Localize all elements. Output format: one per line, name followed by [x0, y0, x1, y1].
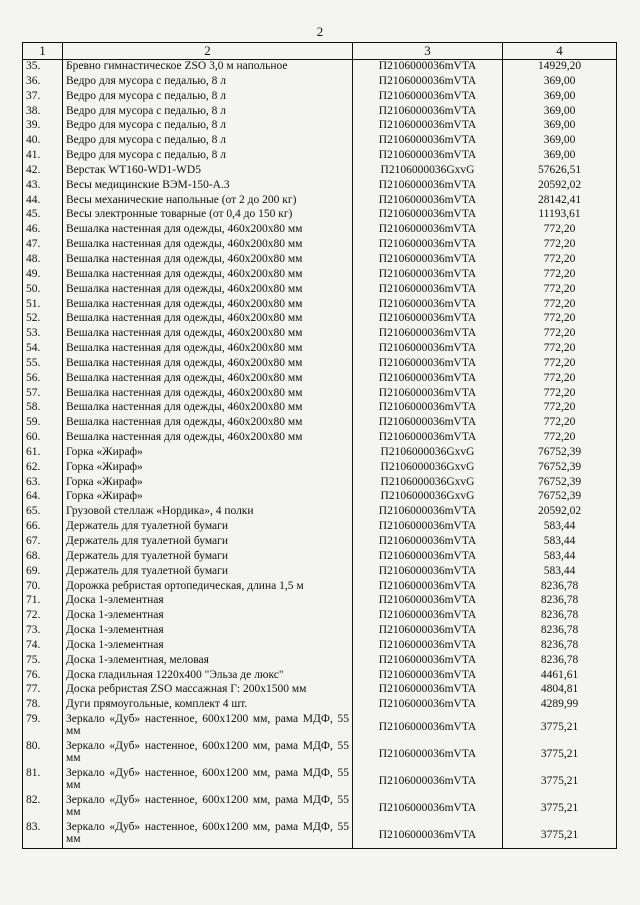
item-code: П2106000036mVTA [353, 505, 503, 520]
item-code: П2106000036mVTA [353, 416, 503, 431]
item-price: 583,44 [503, 520, 617, 535]
item-price: 772,20 [503, 327, 617, 342]
item-price: 3775,21 [503, 740, 617, 767]
row-number: 80. [23, 740, 63, 767]
item-name: Горка «Жираф» [63, 490, 353, 505]
item-code: П2106000036mVTA [353, 179, 503, 194]
item-code: П2106000036mVTA [353, 149, 503, 164]
item-price: 8236,78 [503, 624, 617, 639]
item-name: Ведро для мусора с педалью, 8 л [63, 75, 353, 90]
item-price: 772,20 [503, 357, 617, 372]
row-number: 44. [23, 194, 63, 209]
row-number: 78. [23, 698, 63, 713]
item-price: 28142,41 [503, 194, 617, 209]
table-row [23, 654, 617, 669]
table-row [23, 179, 617, 194]
row-number: 66. [23, 520, 63, 535]
column-header-2: 2 [63, 43, 353, 60]
table-row [23, 268, 617, 283]
item-code: П2106000036mVTA [353, 105, 503, 120]
item-code: П2106000036mVTA [353, 767, 503, 794]
table-row [23, 535, 617, 550]
item-code: П2106000036mVTA [353, 740, 503, 767]
item-name: Держатель для туалетной бумаги [63, 520, 353, 535]
item-name: Вешалка настенная для одежды, 460х200х80 мм [63, 268, 353, 283]
table-row [23, 105, 617, 120]
row-number: 42. [23, 164, 63, 179]
item-code: П2106000036mVTA [353, 75, 503, 90]
item-name: Доска 1-элементная [63, 639, 353, 654]
item-name: Вешалка настенная для одежды, 460х200х80 мм [63, 223, 353, 238]
item-code: П2106000036mVTA [353, 713, 503, 740]
item-name: Вешалка настенная для одежды, 460х200х80 мм [63, 327, 353, 342]
item-name: Ведро для мусора с педалью, 8 л [63, 149, 353, 164]
item-price: 76752,39 [503, 490, 617, 505]
table-row [23, 609, 617, 624]
table-row [23, 194, 617, 209]
row-number: 68. [23, 550, 63, 565]
table-row [23, 312, 617, 327]
table-row [23, 698, 617, 713]
table-row [23, 461, 617, 476]
item-name: Вешалка настенная для одежды, 460х200х80 мм [63, 253, 353, 268]
item-name: Ведро для мусора с педалью, 8 л [63, 105, 353, 120]
item-name: Доска 1-элементная [63, 624, 353, 639]
item-price: 772,20 [503, 238, 617, 253]
row-number: 64. [23, 490, 63, 505]
item-code: П2106000036mVTA [353, 594, 503, 609]
item-code: П2106000036mVTA [353, 119, 503, 134]
item-code: П2106000036GxvG [353, 490, 503, 505]
header-row [23, 43, 617, 60]
column-header-3: 3 [353, 43, 503, 60]
item-code: П2106000036mVTA [353, 312, 503, 327]
item-price: 369,00 [503, 90, 617, 105]
item-code: П2106000036mVTA [353, 580, 503, 595]
row-number: 72. [23, 609, 63, 624]
item-price: 8236,78 [503, 639, 617, 654]
item-code: П2106000036mVTA [353, 194, 503, 209]
item-name: Вешалка настенная для одежды, 460х200х80 мм [63, 238, 353, 253]
table-row [23, 683, 617, 698]
item-price: 76752,39 [503, 476, 617, 491]
item-price: 8236,78 [503, 654, 617, 669]
item-code: П2106000036mVTA [353, 609, 503, 624]
item-code: П2106000036mVTA [353, 698, 503, 713]
table-row [23, 60, 617, 75]
item-name: Зеркало «Дуб» настенное, 600х1200 мм, рама МДФ, 55 мм [63, 821, 353, 849]
item-name: Держатель для туалетной бумаги [63, 535, 353, 550]
table-row [23, 208, 617, 223]
row-number: 69. [23, 565, 63, 580]
item-price: 20592,02 [503, 505, 617, 520]
item-price: 4804,81 [503, 683, 617, 698]
item-code: П2106000036mVTA [353, 520, 503, 535]
row-number: 46. [23, 223, 63, 238]
item-code: П2106000036mVTA [353, 535, 503, 550]
item-name: Горка «Жираф» [63, 461, 353, 476]
table-row [23, 134, 617, 149]
item-name: Грузовой стеллаж «Нордика», 4 полки [63, 505, 353, 520]
item-price: 369,00 [503, 105, 617, 120]
table-row [23, 416, 617, 431]
item-code: П2106000036mVTA [353, 794, 503, 821]
item-code: П2106000036GxvG [353, 461, 503, 476]
item-price: 20592,02 [503, 179, 617, 194]
item-code: П2106000036mVTA [353, 550, 503, 565]
table-row [23, 520, 617, 535]
table-row [23, 387, 617, 402]
row-number: 77. [23, 683, 63, 698]
row-number: 47. [23, 238, 63, 253]
table-row [23, 490, 617, 505]
table-row [23, 446, 617, 461]
item-name: Вешалка настенная для одежды, 460х200х80 мм [63, 357, 353, 372]
row-number: 73. [23, 624, 63, 639]
item-code: П2106000036GxvG [353, 476, 503, 491]
item-price: 11193,61 [503, 208, 617, 223]
item-code: П2106000036mVTA [353, 624, 503, 639]
item-price: 583,44 [503, 565, 617, 580]
page-number: 2 [316, 24, 324, 39]
item-price: 369,00 [503, 149, 617, 164]
item-name: Вешалка настенная для одежды, 460х200х80 мм [63, 372, 353, 387]
item-code: П2106000036GxvG [353, 446, 503, 461]
row-number: 61. [23, 446, 63, 461]
item-code: П2106000036mVTA [353, 342, 503, 357]
item-price: 772,20 [503, 387, 617, 402]
row-number: 71. [23, 594, 63, 609]
item-price: 3775,21 [503, 713, 617, 740]
item-name: Вешалка настенная для одежды, 460х200х80 мм [63, 342, 353, 357]
item-price: 772,20 [503, 298, 617, 313]
row-number: 81. [23, 767, 63, 794]
item-name: Весы медицинские ВЭМ-150-А.3 [63, 179, 353, 194]
item-code: П2106000036mVTA [353, 357, 503, 372]
table-row [23, 283, 617, 298]
table-row [23, 821, 617, 849]
row-number: 58. [23, 401, 63, 416]
item-price: 583,44 [503, 550, 617, 565]
row-number: 35. [23, 60, 63, 75]
row-number: 51. [23, 298, 63, 313]
item-name: Горка «Жираф» [63, 446, 353, 461]
item-price: 76752,39 [503, 446, 617, 461]
item-price: 772,20 [503, 223, 617, 238]
item-name: Зеркало «Дуб» настенное, 600х1200 мм, рама МДФ, 55 мм [63, 794, 353, 821]
item-price: 772,20 [503, 253, 617, 268]
item-name: Ведро для мусора с педалью, 8 л [63, 90, 353, 105]
item-name: Ведро для мусора с педалью, 8 л [63, 134, 353, 149]
row-number: 59. [23, 416, 63, 431]
item-price: 8236,78 [503, 594, 617, 609]
row-number: 45. [23, 208, 63, 223]
item-price: 76752,39 [503, 461, 617, 476]
item-name: Вешалка настенная для одежды, 460х200х80 мм [63, 312, 353, 327]
item-code: П2106000036mVTA [353, 565, 503, 580]
table-row [23, 740, 617, 767]
table-row [23, 565, 617, 580]
item-code: П2106000036mVTA [353, 372, 503, 387]
item-code: П2106000036mVTA [353, 238, 503, 253]
table-row [23, 580, 617, 595]
table-row [23, 372, 617, 387]
row-number: 75. [23, 654, 63, 669]
item-name: Вешалка настенная для одежды, 460х200х80 мм [63, 298, 353, 313]
row-number: 82. [23, 794, 63, 821]
table-row [23, 149, 617, 164]
table-row [23, 342, 617, 357]
table-row [23, 253, 617, 268]
item-code: П2106000036mVTA [353, 669, 503, 684]
item-name: Зеркало «Дуб» настенное, 600х1200 мм, рама МДФ, 55 мм [63, 740, 353, 767]
item-price: 369,00 [503, 134, 617, 149]
row-number: 40. [23, 134, 63, 149]
item-name: Доска гладильная 1220х400 "Эльза де люкс" [63, 669, 353, 684]
table-row [23, 669, 617, 684]
table-header [23, 43, 617, 60]
item-name: Зеркало «Дуб» настенное, 600х1200 мм, рама МДФ, 55 мм [63, 767, 353, 794]
table-row [23, 90, 617, 105]
row-number: 36. [23, 75, 63, 90]
item-name: Держатель для туалетной бумаги [63, 550, 353, 565]
item-price: 583,44 [503, 535, 617, 550]
item-price: 4461,61 [503, 669, 617, 684]
item-name: Доска 1-элементная [63, 594, 353, 609]
row-number: 41. [23, 149, 63, 164]
item-price: 4289,99 [503, 698, 617, 713]
item-price: 369,00 [503, 119, 617, 134]
table-row [23, 223, 617, 238]
row-number: 54. [23, 342, 63, 357]
item-name: Ведро для мусора с педалью, 8 л [63, 119, 353, 134]
row-number: 53. [23, 327, 63, 342]
item-name: Горка «Жираф» [63, 476, 353, 491]
item-code: П2106000036mVTA [353, 134, 503, 149]
table-row [23, 238, 617, 253]
item-price: 772,20 [503, 372, 617, 387]
item-code: П2106000036mVTA [353, 654, 503, 669]
table-row [23, 767, 617, 794]
item-price: 3775,21 [503, 821, 617, 849]
table-row [23, 357, 617, 372]
item-code: П2106000036mVTA [353, 283, 503, 298]
inventory-table [22, 42, 617, 849]
item-code: П2106000036mVTA [353, 431, 503, 446]
table-row [23, 119, 617, 134]
item-name: Вешалка настенная для одежды, 460х200х80 мм [63, 401, 353, 416]
item-code: П2106000036mVTA [353, 401, 503, 416]
table-row [23, 431, 617, 446]
table-row [23, 164, 617, 179]
item-name: Доска ребристая ZSO массажная Г: 200х1500 мм [63, 683, 353, 698]
row-number: 43. [23, 179, 63, 194]
item-name: Весы электронные товарные (от 0,4 до 150 кг) [63, 208, 353, 223]
row-number: 48. [23, 253, 63, 268]
item-name: Доска 1-элементная, меловая [63, 654, 353, 669]
row-number: 55. [23, 357, 63, 372]
table-row [23, 594, 617, 609]
item-code: П2106000036GxvG [353, 164, 503, 179]
item-code: П2106000036mVTA [353, 208, 503, 223]
table-row [23, 75, 617, 90]
item-code: П2106000036mVTA [353, 683, 503, 698]
row-number: 62. [23, 461, 63, 476]
item-name: Держатель для туалетной бумаги [63, 565, 353, 580]
item-code: П2106000036mVTA [353, 90, 503, 105]
item-price: 772,20 [503, 283, 617, 298]
item-name: Вешалка настенная для одежды, 460х200х80 мм [63, 431, 353, 446]
item-name: Вешалка настенная для одежды, 460х200х80 мм [63, 416, 353, 431]
table-row [23, 298, 617, 313]
row-number: 79. [23, 713, 63, 740]
table-row [23, 794, 617, 821]
item-code: П2106000036mVTA [353, 268, 503, 283]
item-name: Зеркало «Дуб» настенное, 600х1200 мм, рама МДФ, 55 мм [63, 713, 353, 740]
row-number: 39. [23, 119, 63, 134]
item-code: П2106000036mVTA [353, 60, 503, 75]
item-price: 772,20 [503, 312, 617, 327]
row-number: 70. [23, 580, 63, 595]
table-body [23, 60, 617, 849]
table-row [23, 550, 617, 565]
item-name: Вешалка настенная для одежды, 460х200х80 мм [63, 283, 353, 298]
column-header-4: 4 [503, 43, 617, 60]
item-price: 772,20 [503, 268, 617, 283]
item-name: Бревно гимнастическое ZSO 3,0 м напольное [63, 60, 353, 75]
table-row [23, 327, 617, 342]
table-row [23, 476, 617, 491]
table-row [23, 505, 617, 520]
item-price: 14929,20 [503, 60, 617, 75]
item-price: 3775,21 [503, 767, 617, 794]
column-header-1: 1 [23, 43, 63, 60]
item-code: П2106000036mVTA [353, 639, 503, 654]
item-price: 8236,78 [503, 580, 617, 595]
row-number: 74. [23, 639, 63, 654]
item-price: 369,00 [503, 75, 617, 90]
row-number: 83. [23, 821, 63, 849]
item-price: 772,20 [503, 431, 617, 446]
item-price: 57626,51 [503, 164, 617, 179]
item-name: Дорожка ребристая ортопедическая, длина 1,5 м [63, 580, 353, 595]
item-price: 3775,21 [503, 794, 617, 821]
row-number: 63. [23, 476, 63, 491]
item-name: Вешалка настенная для одежды, 460х200х80 мм [63, 387, 353, 402]
row-number: 60. [23, 431, 63, 446]
item-price: 772,20 [503, 342, 617, 357]
row-number: 37. [23, 90, 63, 105]
item-code: П2106000036mVTA [353, 387, 503, 402]
row-number: 76. [23, 669, 63, 684]
item-price: 8236,78 [503, 609, 617, 624]
row-number: 50. [23, 283, 63, 298]
table-row [23, 624, 617, 639]
row-number: 52. [23, 312, 63, 327]
table-row [23, 401, 617, 416]
table-row [23, 639, 617, 654]
item-name: Верстак WT160-WD1-WD5 [63, 164, 353, 179]
item-code: П2106000036mVTA [353, 253, 503, 268]
item-code: П2106000036mVTA [353, 223, 503, 238]
item-name: Весы механические напольные (от 2 до 200 кг) [63, 194, 353, 209]
row-number: 57. [23, 387, 63, 402]
item-price: 772,20 [503, 416, 617, 431]
row-number: 65. [23, 505, 63, 520]
item-name: Дуги прямоугольные, комплект 4 шт. [63, 698, 353, 713]
table-row [23, 713, 617, 740]
item-code: П2106000036mVTA [353, 327, 503, 342]
item-code: П2106000036mVTA [353, 298, 503, 313]
row-number: 56. [23, 372, 63, 387]
item-name: Доска 1-элементная [63, 609, 353, 624]
row-number: 49. [23, 268, 63, 283]
row-number: 67. [23, 535, 63, 550]
item-code: П2106000036mVTA [353, 821, 503, 849]
row-number: 38. [23, 105, 63, 120]
item-price: 772,20 [503, 401, 617, 416]
